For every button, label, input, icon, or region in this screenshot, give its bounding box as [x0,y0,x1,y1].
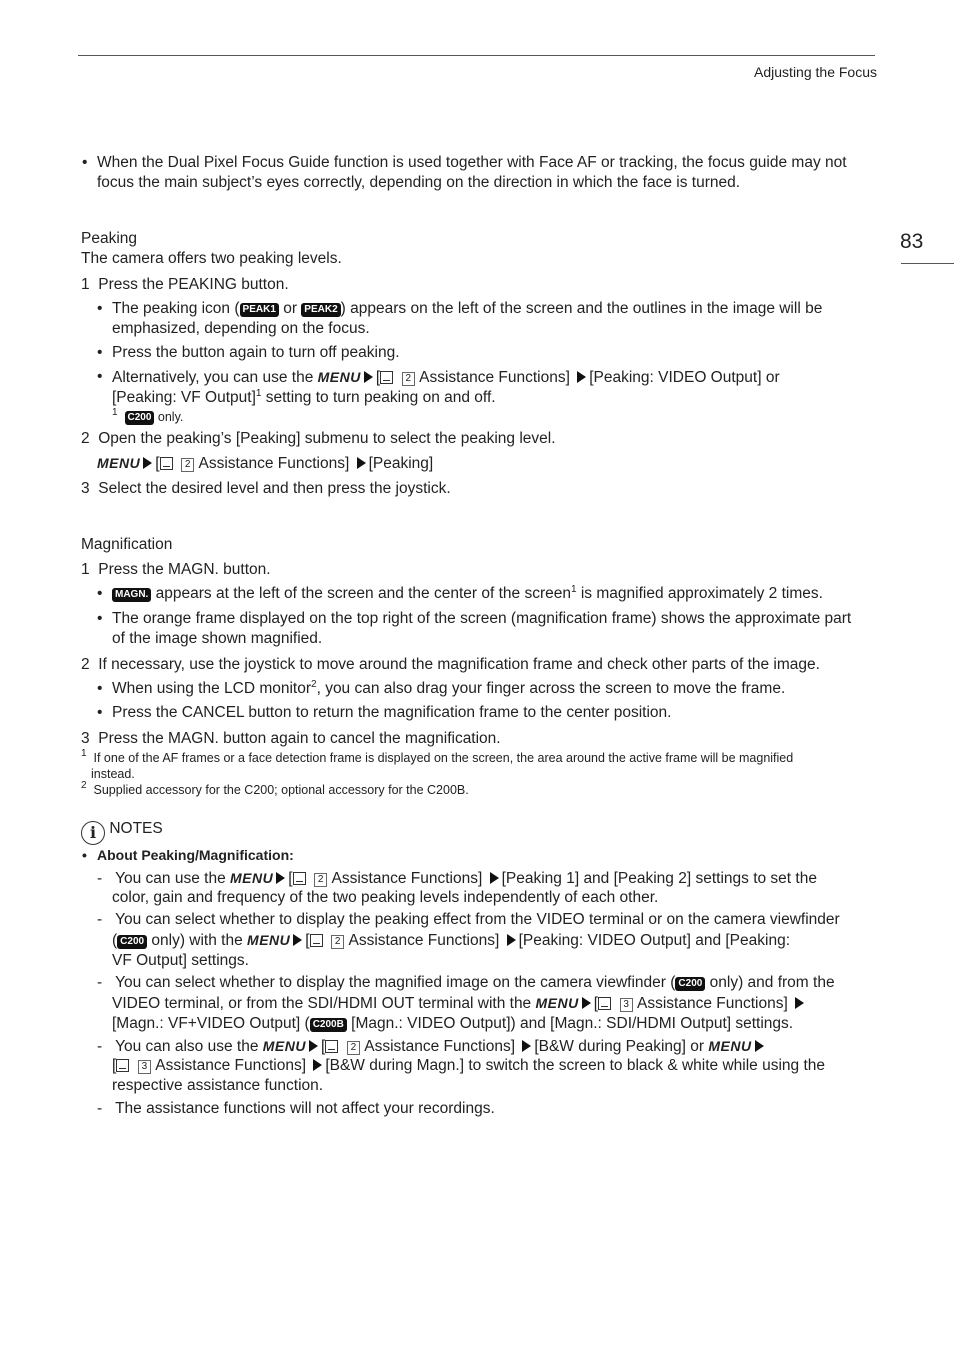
arrow-icon [522,1040,531,1052]
arrow-icon [755,1040,764,1052]
page-number-rule [901,263,954,264]
c200-icon: C200 [117,935,147,949]
note4-cont2: respective assistance function. [112,1077,324,1094]
note2: - You can select whether to display the peaking effect from the VIDEO terminal or on the camera viewfinder [97,911,840,928]
info-icon: i [81,821,105,845]
magnification-step3: 3 Press the MAGN. button again to cancel the magnification. [81,730,501,747]
magn-icon: MAGN. [112,588,151,602]
menu-icon: MENU [247,932,291,948]
arrow-icon [364,371,373,383]
peaking-step1: 1 Press the PEAKING button. [81,276,289,293]
note4: - You can also use the MENU [ 2 Assistance Functions] [B&W during Peaking] or MENU [97,1036,767,1057]
peaking-heading: Peaking [81,230,138,247]
magnification-heading: Magnification [81,536,173,553]
camera-settings-icon [116,1059,129,1072]
submenu-number-icon: 2 [347,1041,360,1055]
submenu-number-icon: 2 [331,935,344,949]
running-head: Adjusting the Focus [754,64,877,80]
header-rule [78,55,875,56]
camera-settings-icon [380,371,393,384]
camera-settings-icon [293,872,306,885]
peaking-bullet1-cont: emphasized, depending on the focus. [112,320,370,337]
arrow-icon [276,872,285,884]
note2-cont2: VF Output] settings. [112,952,249,969]
magnification-footnote2: $^2$ Supplied accessory for the C200; optional accessory for the C200B. [81,780,469,797]
intro-bullet-line1: • When the Dual Pixel Focus Guide function is used together with Face AF or tracking, the focus guide may not [97,153,847,173]
menu-icon: MENU [262,1038,306,1054]
peaking-bullet1: • The peaking icon ( PEAK1 or PEAK2 ) appears on the left of the screen and the outlines in the image will be [112,299,822,319]
arrow-icon [577,371,586,383]
menu-icon: MENU [317,369,361,385]
peaking-bullet3-cont: [Peaking: VF Output]$^1$ setting to turn peaking on and off. [112,388,496,406]
magnification-step1: 1 Press the MAGN. button. [81,561,271,578]
arrow-icon [490,872,499,884]
note3-cont1: VIDEO terminal, or from the SDI/HDMI OUT terminal with the MENU [ 3 Assistance Functions] [112,993,807,1014]
note3: - You can select whether to display the magnified image on the camera viewfinder ( C200 only) and from the [97,974,835,991]
peaking-step3: 3 Select the desired level and then press the joystick. [81,480,451,497]
notes-title: i NOTES [81,819,163,845]
note4-cont1: [ 3 Assistance Functions] [B&W during Magn.] to switch the screen to black & white while using the [112,1057,826,1074]
arrow-icon [795,997,804,1009]
arrow-icon [293,934,302,946]
menu-icon: MENU [97,455,141,471]
magnification-bullet4: • Press the CANCEL button to return the magnification frame to the center position. [112,703,671,723]
menu-icon: MENU [230,870,274,886]
intro-bullet-line2: focus the main subject’s eyes correctly, depending on the direction in which the face is turned. [97,174,741,191]
notes-topic: • About Peaking/Magnification: [97,845,294,865]
magnification-bullet2-cont: of the image shown magnified. [112,630,323,647]
arrow-icon [507,934,516,946]
submenu-number-icon: 2 [402,372,415,386]
peak1-icon: PEAK1 [240,303,279,317]
magnification-bullet3: • When using the LCD monitor$^2$, you can also drag your finger across the screen to move the frame. [112,679,785,699]
camera-settings-icon [160,457,173,470]
note1: - You can use the MENU [ 2 Assistance Functions] [Peaking 1] and [Peaking 2] settings to set the [97,870,817,887]
note1-cont: color, gain and frequency of the two peaking levels independently of each other. [112,889,659,906]
submenu-number-icon: 3 [138,1060,151,1074]
arrow-icon [309,1040,318,1052]
peaking-intro: The camera offers two peaking levels. [81,250,342,267]
peaking-bullet3: • Alternatively, you can use the MENU [ 2 Assistance Functions] [Peaking: VIDEO Output] or [112,367,780,388]
magnification-bullet1: • MAGN. appears at the left of the screen and the center of the screen$^1$ is magnified approximately 2 times. [112,584,823,604]
peak2-icon: PEAK2 [301,303,340,317]
note5: - The assistance functions will not affect your recordings. [97,1100,495,1117]
arrow-icon [357,457,366,469]
submenu-number-icon: 2 [314,873,327,887]
peaking-step2: 2 Open the peaking’s [Peaking] submenu to select the peaking level. [81,430,556,447]
submenu-number-icon: 3 [620,998,633,1012]
menu-icon: MENU [708,1038,752,1054]
peaking-bullet2: • Press the button again to turn off peaking. [112,343,400,363]
camera-settings-icon [598,997,611,1010]
note2-cont1: ( C200 only) with the MENU [ 2 Assistance Functions] [Peaking: VIDEO Output] and [Peaking: [112,932,791,949]
camera-settings-icon [325,1040,338,1053]
submenu-number-icon: 2 [181,458,194,472]
note3-cont2: [Magn.: VF+VIDEO Output] ( C200B [Magn.: VIDEO Output]) and [Magn.: SDI/HDMI Output] settings. [112,1015,794,1032]
c200-icon: C200 [125,411,155,425]
magnification-step2: 2 If necessary, use the joystick to move around the magnification frame and check other parts of the image. [81,656,820,673]
magnification-bullet2: • The orange frame displayed on the top right of the screen (magnification frame) shows the approximate part [112,609,851,629]
c200-icon: C200 [675,977,705,991]
c200b-icon: C200B [310,1018,347,1032]
magnification-footnote1-cont: instead. [91,767,135,781]
menu-icon: MENU [535,995,579,1011]
page-number: 83 [900,230,924,253]
magnification-footnote1: $^1$ If one of the AF frames or a face detection frame is displayed on the screen, the area around the active frame will be magnified [81,748,794,765]
peaking-footnote: $^1$ C200 only. [112,407,184,424]
arrow-icon [143,457,152,469]
camera-settings-icon [310,934,323,947]
arrow-icon [313,1059,322,1071]
arrow-icon [582,997,591,1009]
peaking-menu-path: MENU [ 2 Assistance Functions] [Peaking] [97,455,434,472]
